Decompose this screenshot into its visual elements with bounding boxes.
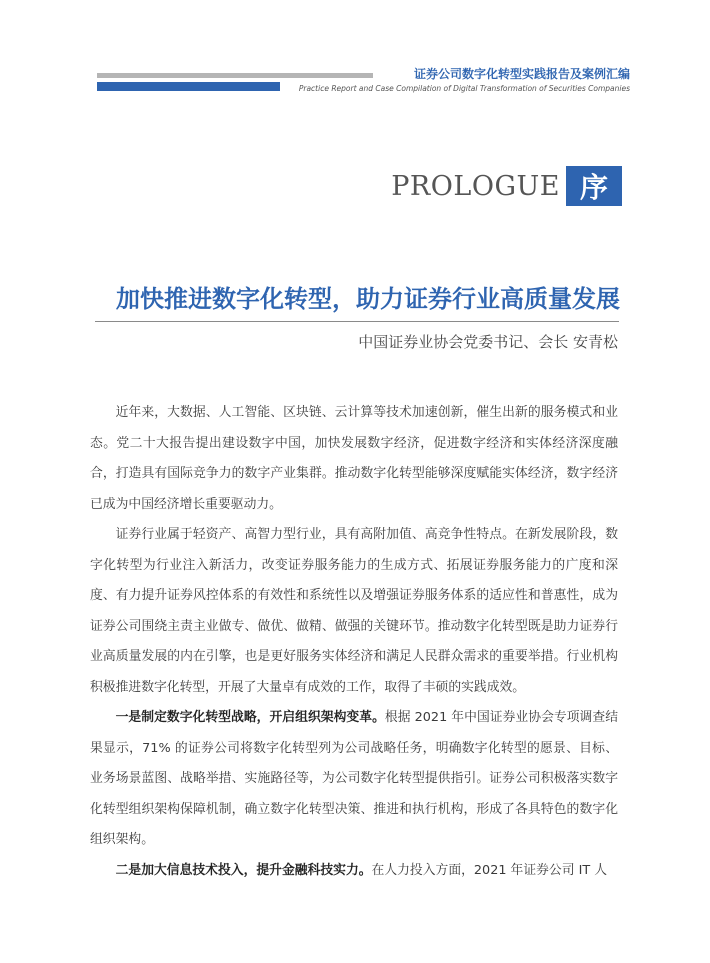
header-blue-bar (97, 82, 280, 91)
paragraph-4 (90, 856, 618, 887)
prologue-char-box: 序 (566, 166, 622, 206)
paragraph-3-text: 根据 2021 年中国证券业协会专项调查结果显示，71% 的证券公司将数字化转型列为公司战略任务，明确数字化转型的愿景、目标、业务场景蓝图、战略举措、实施路径等，为公司数字化转型提供指引。证券公司积极落实数字化转型组织架构保障机制，确立数字化转型决策、推进和执行机构，形成了各具特色的数字化组织架构。 (90, 710, 619, 847)
paragraph-2 (90, 520, 618, 703)
title-divider (95, 321, 619, 322)
prologue-heading (360, 165, 622, 207)
prologue-word: PROLOGUE (391, 170, 560, 202)
paragraph-3-lead: 一是制定数字化转型战略，开启组织架构变革。 (115, 710, 385, 725)
paragraph-1-text: 近年来，大数据、人工智能、区块链、云计算等技术加速创新，催生出新的服务模式和业态。党二十大报告提出建设数字中国，加快发展数字经济，促进数字经济和实体经济深度融合，打造具有国际竞争力的数字产业集群。推动数字化转型能够深度赋能实体经济，数字经济已成为中国经济增长重要驱动力。 (90, 405, 618, 512)
paragraph-4-text: 在人力投入方面，2021 年证券公司 IT 人 (371, 862, 608, 878)
article-author: 中国证券业协会党委书记、会长 安青松 (358, 333, 618, 351)
paragraph-1 (90, 398, 618, 520)
header-title-cn: 证券公司数字化转型实践报告及案例汇编 (413, 67, 630, 81)
article-title: 加快推进数字化转型，助力证券行业高质量发展 (116, 284, 620, 313)
paragraph-2-text: 证券行业属于轻资产、高智力型行业，具有高附加值、高竞争性特点。在新发展阶段，数字化转型为行业注入新活力，改变证券服务能力的生成方式、拓展证券服务能力的广度和深度、有力提升证券风控体系的有效性和系统性以及增强证券服务体系的适应性和普惠性，成为证券公司围绕主责主业做专、做优、做精、做强的关键环节。推动数字化转型既是助力证券行业高质量发展的内在引擎，也是更好服务实体经济和满足人民群众需求的重要举措。行业机构积极推进数字化转型，开展了大量卓有成效的工作，取得了丰硕的实践成效。 (90, 527, 618, 695)
paragraph-3 (90, 703, 618, 856)
article-body (90, 398, 618, 886)
header-gray-bar (97, 73, 373, 78)
paragraph-4-lead: 二是加大信息技术投入，提升金融科技实力。 (115, 862, 372, 878)
header-title-en: Practice Report and Case Compilation of Digital Transformation of Securities Companies (298, 84, 630, 93)
